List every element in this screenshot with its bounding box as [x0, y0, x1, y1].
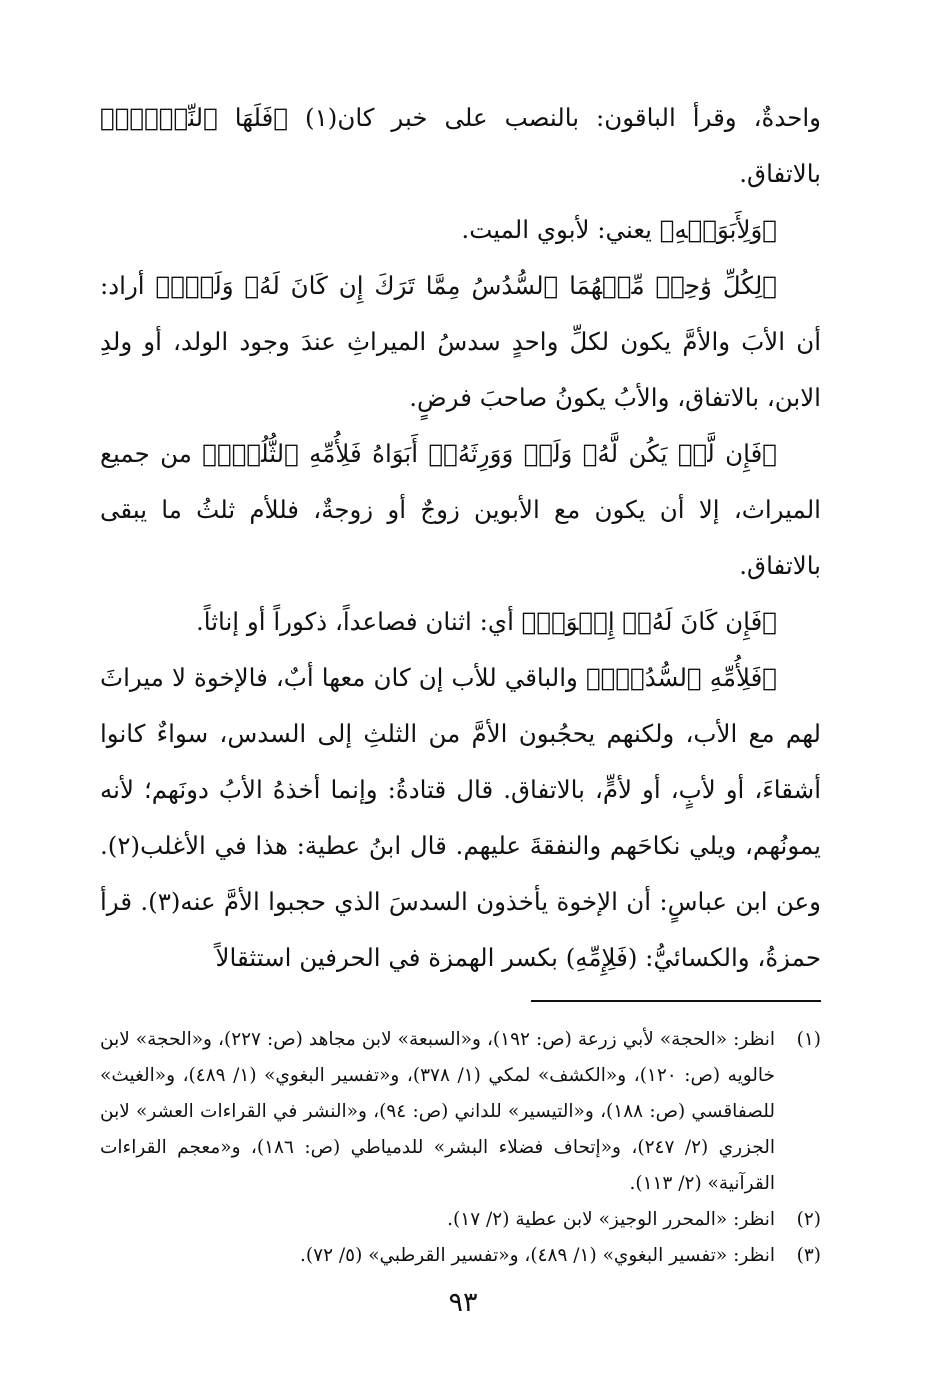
paragraph-2: ﴿وَلِأَبَوَيۡهِ﴾ يعني: لأبوي الميت. [461, 215, 777, 244]
footnote-number: (١) [796, 1029, 821, 1050]
footnote-text: انظر: «المحرر الوجيز» لابن عطية (٢/ ١٧). [447, 1209, 775, 1230]
footnote-separator [531, 1000, 821, 1002]
paragraph-4: ﴿فَإِن لَّمۡ يَكُن لَّهُۥ وَلَدٞ وَوَرِثَهُۥٓ أَبَوَاهُ فَلِأُمِّهِ ٱلثُّلُثُۚ﴾ من جميع الميراث، إلا أن يكون مع الأبوين زوجٌ أو زوجةٌ، فللأم ثلثُ ما يبقى بالاتفاق. [100, 439, 821, 580]
main-text [100, 90, 821, 986]
footnote-text: انظر: «تفسير البغوي» (١/ ٤٨٩)، و«تفسير القرطبي» (٥/ ٧٢). [300, 1245, 775, 1266]
footnote-2 [100, 1202, 821, 1238]
paragraph-6: ﴿فَلِأُمِّهِ ٱلسُّدُسُۚ﴾ والباقي للأب إن كان معها أبٌ، فالإخوة لا ميراثَ لهم مع الأب، ولكنهم يحجُبون الأمَّ من الثلثِ إلى السدس، سواءٌ كانوا أشقاءَ، أو لأبٍ، أو لأمٍّ، بالاتفاق. قال قتادةُ: وإنما أخذهُ الأبُ دونَهم؛ لأنه يمونُهم، ويلي نكاحَهم والنفقةَ عليهم. قال ابنُ عطية: هذا في الأغلب(٢). وعن ابن عباسٍ: أن الإخوة يأخذون السدسَ الذي حجبوا الأمَّ عنه(٣). قرأ حمزةُ، والكسائيُّ: (فَلِإِمِّهِ) بكسر الهمزة في الحرفين استثقالاً [100, 663, 821, 972]
footnote-3 [100, 1238, 821, 1274]
footnote-number: (٣) [796, 1245, 821, 1266]
paragraph-1: واحدةٌ، وقرأ الباقون: بالنصب على خبر كان(١) ﴿فَلَهَا ٱلنِّصۡفُۚ﴾ بالاتفاق. [100, 103, 821, 188]
paragraph-5: ﴿فَإِن كَانَ لَهُۥٓ إِخۡوَةٞ﴾ أي: اثنان فصاعداً، ذكوراً أو إناثاً. [195, 607, 777, 636]
page-content [100, 90, 821, 1274]
footnote-number: (٢) [796, 1209, 821, 1230]
paragraph-3: ﴿لِكُلِّ وَٰحِدٖ مِّنۡهُمَا ٱلسُّدُسُ مِمَّا تَرَكَ إِن كَانَ لَهُۥ وَلَدٞۚ﴾ أراد: أن الأبَ والأمَّ يكون لكلِّ واحدٍ سدسُ الميراثِ عندَ وجود الولد، أو ولدِ الابن، بالاتفاق، والأبُ يكونُ صاحبَ فرضٍ. [100, 271, 821, 412]
footnotes [100, 1022, 821, 1274]
footnote-1 [100, 1022, 821, 1202]
footnote-text: انظر: «الحجة» لأبي زرعة (ص: ١٩٢)، و«السبعة» لابن مجاهد (ص: ٢٢٧)، و«الحجة» لابن خالويه (ص: ١٢٠)، و«الكشف» لمكي (١/ ٣٧٨)، و«تفسير البغوي» (١/ ٤٨٩)، و«الغيث» للصفاقسي (ص: ١٨٨)، و«التيسير» للداني (ص: ٩٤)، و«النشر في القراءات العشر» لابن الجزري (٢/ ٢٤٧)، و«إتحاف فضلاء البشر» للدمياطي (ص: ١٨٦)، و«معجم القراءات القرآنية» (٢/ ١١٣). [100, 1029, 775, 1194]
page-number: ٩٣ [448, 1287, 478, 1318]
